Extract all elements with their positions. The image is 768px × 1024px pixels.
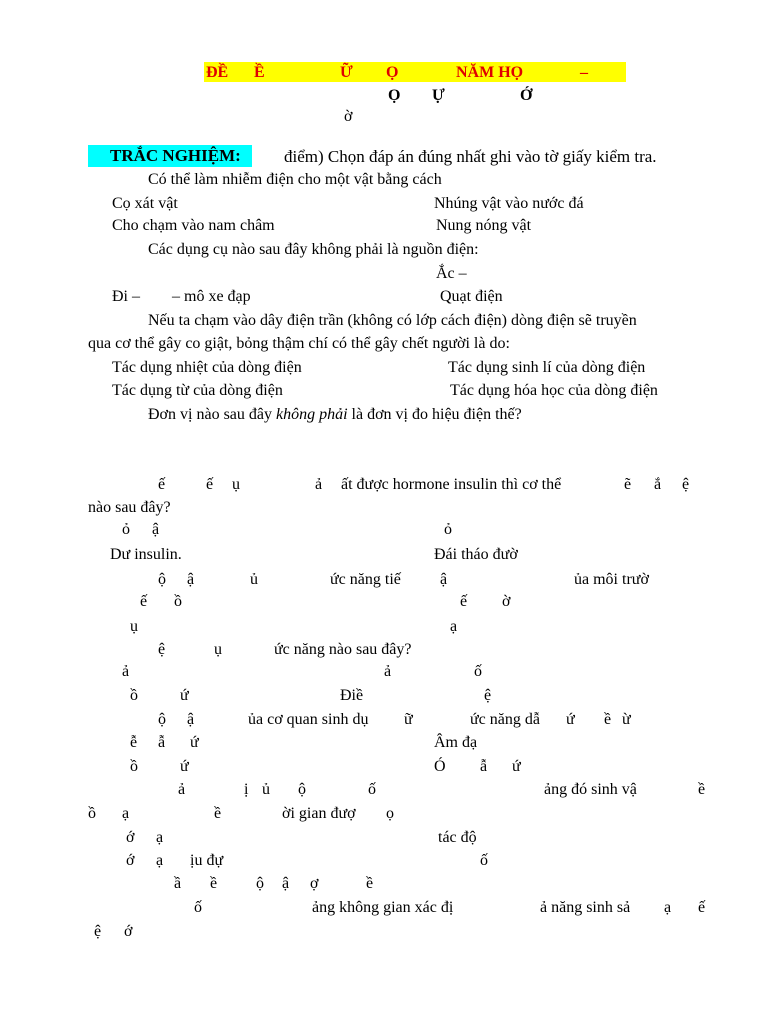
subtitle-part-1: Ọ — [388, 87, 401, 104]
text-fragment: ịu đự — [190, 852, 224, 869]
text-fragment: ụ — [130, 618, 138, 635]
text-fragment: ảng không gian xác đị — [312, 899, 454, 916]
text-fragment: ớ — [126, 829, 135, 846]
text-fragment: ợ — [310, 875, 319, 892]
text-fragment: Điề — [340, 687, 364, 704]
text-fragment: ủ — [262, 781, 270, 798]
question-2-stem: Các dụng cụ nào sau đây không phải là nguồn điện: — [148, 241, 479, 258]
text-fragment: ề — [366, 875, 374, 892]
question-3-stem-line2: qua cơ thể gây co giật, bỏng thậm chí có thể gây chết người là do: — [88, 335, 510, 352]
title-part-4: Ọ — [386, 64, 399, 81]
text-fragment: ứ — [190, 734, 199, 751]
text-fragment: ố — [368, 781, 376, 798]
title-part-5: NĂM HỌ — [456, 64, 524, 81]
text-fragment: ễ — [130, 734, 138, 751]
text-fragment: ậ — [440, 571, 448, 588]
text-fragment: ỏ — [122, 521, 130, 538]
text-fragment: ứ — [566, 711, 575, 728]
text-fragment: ậ — [187, 711, 195, 728]
text-fragment: ồ — [130, 687, 138, 704]
q4-stem-post: là đơn vị đo hiệu điện thế? — [347, 406, 522, 423]
q3-option-d: Tác dụng hóa học của dòng điện — [450, 382, 658, 399]
text-fragment: ủa môi trườ — [574, 571, 649, 588]
subtitle-part-2: Ự — [432, 87, 445, 104]
text-fragment: ạ — [450, 618, 458, 635]
title-highlight — [204, 62, 626, 82]
text-fragment: ức năng nào sau đây? — [274, 641, 412, 658]
text-fragment: ậ — [187, 571, 195, 588]
q4-stem-pre: Đơn vị nào sau đây — [148, 406, 276, 423]
text-fragment: ế — [206, 476, 214, 493]
question-3-stem-line1: Nếu ta chạm vào dây điện trần (không có lớp cách điện) dòng điện sẽ truyền — [148, 312, 637, 329]
text-fragment: ồ — [130, 758, 138, 775]
q4-stem-emphasis: không phải — [276, 406, 348, 423]
text-fragment: ộ — [158, 711, 166, 728]
text-fragment: Dư insulin. — [110, 546, 182, 563]
text-fragment: ờ — [502, 593, 511, 610]
title-part-3: Ữ — [340, 64, 353, 81]
title-part-2: Ề — [254, 64, 265, 81]
text-fragment: ảng đó sinh vậ — [544, 781, 637, 798]
text-fragment: ứ — [180, 687, 189, 704]
text-fragment: tác độ — [438, 829, 477, 846]
text-fragment: ả — [122, 663, 130, 680]
text-fragment: ệ — [158, 641, 166, 658]
text-fragment: ủa cơ quan sinh dụ — [248, 711, 369, 728]
text-fragment: ị — [244, 781, 249, 798]
text-fragment: ế — [140, 593, 148, 610]
text-fragment: ả — [384, 663, 392, 680]
text-fragment: ế — [460, 593, 468, 610]
text-fragment: ất được hormone insulin thì cơ thể — [341, 476, 562, 493]
text-fragment: ố — [480, 852, 488, 869]
text-fragment: ố — [474, 663, 482, 680]
text-fragment: ệ — [682, 476, 690, 493]
text-fragment: ẫ — [158, 734, 166, 751]
section-label-text: TRẮC NGHIỆM: — [110, 146, 241, 165]
text-fragment: Âm đạ — [434, 734, 478, 751]
q1-option-a: Cọ xát vật — [112, 195, 178, 212]
text-fragment: ụ — [214, 641, 222, 658]
text-fragment: ứ — [512, 758, 521, 775]
section-instruction: điểm) Chọn đáp án đúng nhất ghi vào tờ giấy kiểm tra. — [284, 147, 657, 166]
text-fragment: ạ — [122, 805, 130, 822]
q3-option-c: Tác dụng từ của dòng điện — [112, 382, 283, 399]
text-fragment: ế — [158, 476, 166, 493]
q3-option-b: Tác dụng sinh lí của dòng điện — [448, 359, 646, 376]
text-fragment: ụ — [232, 476, 240, 493]
text-fragment: ế — [698, 899, 706, 916]
text-fragment: ả — [315, 476, 323, 493]
text-fragment: ạ — [156, 829, 164, 846]
text-fragment: ộ — [256, 875, 264, 892]
text-fragment: nào sau đây? — [88, 499, 171, 516]
text-fragment: ệ — [484, 687, 492, 704]
subtitle-part-3: Ớ — [520, 87, 533, 104]
text-fragment: ậ — [152, 521, 160, 538]
text-fragment: Ó — [434, 758, 446, 775]
text-fragment: ẽ — [624, 476, 632, 493]
q2-option-a: Ắc – — [436, 265, 467, 282]
text-fragment: ức năng dẫ — [470, 711, 540, 728]
question-1-stem: Có thể làm nhiễm điện cho một vật bằng cách — [148, 171, 442, 188]
text-fragment: ạ — [156, 852, 164, 869]
text-fragment: ủ — [250, 571, 258, 588]
text-fragment: ề — [698, 781, 706, 798]
text-fragment: ớ — [124, 923, 133, 940]
text-fragment: ề — [214, 805, 222, 822]
text-fragment: ẫ — [480, 758, 488, 775]
title-part-6: – — [580, 64, 588, 81]
text-fragment: Đái tháo đườ — [434, 546, 518, 563]
text-fragment: ề — [210, 875, 218, 892]
q2-option-c: Quạt điện — [440, 288, 503, 305]
q2-option-b-part1: Đi – — [112, 288, 140, 305]
text-fragment: ời gian đượ — [282, 805, 356, 822]
text-fragment: ớ — [126, 852, 135, 869]
text-fragment: ố — [194, 899, 202, 916]
text-fragment: ạ — [664, 899, 672, 916]
text-fragment: ả — [178, 781, 186, 798]
text-fragment: ả năng sinh sả — [540, 899, 631, 916]
text-fragment: ữ — [404, 711, 413, 728]
text-fragment: ậ — [282, 875, 290, 892]
q1-option-d: Nung nóng vật — [436, 217, 532, 234]
q1-option-b: Nhúng vật vào nước đá — [434, 195, 584, 212]
title-part-1: ĐỀ — [206, 64, 229, 81]
text-fragment: ệ — [94, 923, 102, 940]
text-fragment: ừ — [622, 711, 631, 728]
text-fragment: ọ — [386, 805, 394, 822]
text-fragment: ỏ — [444, 521, 452, 538]
text-fragment: ộ — [298, 781, 306, 798]
text-fragment: ồ — [174, 593, 182, 610]
question-4-stem — [148, 405, 522, 425]
subtitle-line-2: ờ — [344, 108, 353, 125]
text-fragment: ộ — [158, 571, 166, 588]
text-fragment: ứ — [180, 758, 189, 775]
text-fragment: ức năng tiế — [330, 571, 401, 588]
q3-option-a: Tác dụng nhiệt của dòng điện — [112, 359, 302, 376]
text-fragment: ề — [604, 711, 612, 728]
text-fragment: ầ — [174, 875, 182, 892]
text-fragment: ồ — [88, 805, 96, 822]
q1-option-c: Cho chạm vào nam châm — [112, 217, 275, 234]
text-fragment: ắ — [654, 476, 662, 493]
q2-option-b-part2: – mô xe đạp — [172, 288, 251, 305]
